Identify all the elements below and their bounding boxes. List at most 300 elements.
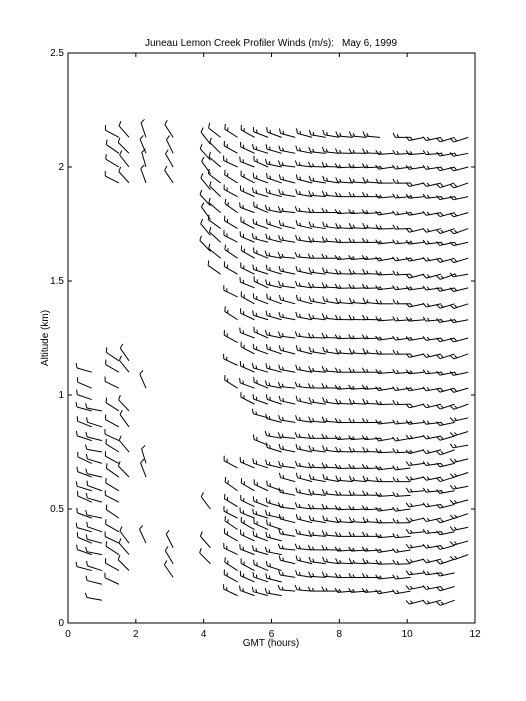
barb-flag	[240, 585, 241, 590]
barb-flag	[270, 147, 271, 150]
barb-flag	[119, 356, 121, 361]
wind-barb	[106, 415, 119, 427]
barb-flag	[410, 387, 412, 390]
wind-barb	[393, 179, 411, 183]
barb-flag	[266, 144, 267, 149]
wind-barb	[120, 410, 129, 427]
barb-flag	[427, 601, 429, 604]
barb-flag	[267, 481, 268, 486]
barb-flag	[349, 348, 351, 353]
barb-flag	[410, 183, 412, 186]
barb-flag	[266, 265, 267, 270]
barb-flag	[119, 538, 121, 543]
barb-flag	[349, 476, 351, 481]
barb-flag	[267, 294, 268, 299]
barb-staff	[240, 162, 254, 167]
wind-barbs	[76, 119, 468, 605]
barb-staff	[241, 347, 254, 354]
barb-flag	[423, 529, 426, 533]
barb-staff	[225, 204, 238, 213]
barb-flag	[266, 219, 267, 224]
wind-barb	[105, 171, 119, 183]
wind-barb	[279, 312, 295, 320]
barb-staff	[395, 229, 410, 230]
barb-flag	[141, 459, 144, 463]
barb-flag	[296, 345, 297, 350]
wind-barb	[278, 160, 295, 167]
y-tick-label: 2	[58, 162, 64, 173]
barb-flag	[200, 532, 202, 537]
barb-flag	[454, 213, 456, 216]
barb-flag	[441, 259, 443, 262]
barb-flag	[427, 586, 429, 589]
barb-flag	[349, 447, 351, 452]
barb-flag	[427, 489, 429, 492]
barb-flag	[256, 146, 257, 149]
barb-flag	[441, 276, 444, 278]
barb-flag	[406, 559, 409, 563]
barb-staff	[338, 302, 353, 303]
barb-staff	[210, 143, 221, 154]
chart-title: Juneau Lemon Creek Profiler Winds (m/s):	[145, 38, 334, 49]
barb-staff	[241, 296, 254, 303]
barb-staff	[119, 172, 129, 183]
barb-flag	[309, 237, 311, 242]
barb-staff	[77, 368, 92, 372]
barb-flag	[296, 444, 297, 449]
wind-barb	[118, 138, 129, 154]
barb-flag	[410, 229, 412, 232]
barb-flag	[309, 347, 311, 352]
barb-staff	[118, 560, 129, 571]
wind-barb	[279, 174, 295, 183]
barb-staff	[311, 152, 326, 154]
barb-flag	[119, 436, 121, 441]
barb-staff	[77, 486, 92, 490]
wind-barb	[406, 317, 424, 321]
barb-flag	[210, 181, 211, 186]
barb-flag	[279, 488, 280, 493]
wind-barb	[241, 171, 254, 183]
barb-flag	[423, 317, 426, 321]
wind-barb	[141, 165, 146, 183]
wind-barb	[406, 461, 424, 465]
barb-staff	[280, 575, 295, 577]
barb-flag	[427, 503, 429, 506]
barb-flag	[266, 363, 267, 368]
barb-flag	[423, 183, 426, 187]
y-tick-label: 0	[58, 618, 64, 629]
barb-flag	[363, 315, 365, 319]
wind-barb	[376, 240, 394, 244]
barb-flag	[300, 475, 301, 478]
barb-staff	[311, 301, 326, 304]
barb-flag	[266, 188, 267, 193]
wind-barb	[105, 532, 119, 544]
barb-flag	[323, 474, 324, 479]
barb-flag	[393, 240, 396, 244]
barb-flag	[427, 304, 429, 307]
barb-flag	[406, 503, 409, 507]
barb-staff	[224, 533, 237, 541]
barb-staff	[240, 236, 254, 242]
barb-flag	[295, 252, 297, 257]
barb-flag	[119, 167, 121, 172]
barb-flag	[270, 397, 271, 400]
barb-flag	[437, 587, 440, 591]
barb-flag	[393, 575, 396, 579]
x-tick-label: 2	[133, 629, 139, 640]
wind-barb	[141, 119, 146, 137]
wind-barb	[376, 194, 394, 198]
wind-barb	[450, 541, 468, 545]
wind-barb	[105, 429, 119, 440]
barb-staff	[141, 169, 146, 183]
barb-flag	[349, 315, 351, 319]
barb-staff	[311, 318, 326, 320]
barb-staff	[280, 350, 295, 354]
barb-staff	[200, 553, 211, 564]
barb-flag	[427, 166, 429, 169]
x-axis	[65, 53, 481, 640]
barb-staff	[106, 159, 119, 167]
barb-staff	[311, 535, 326, 536]
barb-flag	[266, 311, 267, 316]
wind-barb	[224, 285, 238, 297]
barb-staff	[254, 577, 268, 582]
barb-flag	[295, 461, 297, 466]
barb-flag	[269, 190, 270, 193]
plot-area-frame	[68, 53, 475, 623]
barb-flag	[441, 463, 443, 466]
barb-flag	[296, 514, 297, 519]
barb-flag	[253, 265, 254, 270]
barb-flag	[322, 572, 324, 577]
barb-flag	[265, 251, 266, 256]
barb-flag	[450, 355, 454, 358]
barb-flag	[118, 555, 120, 560]
barb-flag	[106, 140, 107, 145]
barb-flag	[309, 313, 311, 318]
barb-flag	[201, 128, 203, 133]
barb-staff	[267, 349, 281, 354]
barb-flag	[225, 124, 226, 129]
barb-staff	[311, 520, 326, 522]
barb-flag	[393, 299, 395, 303]
barb-staff	[311, 352, 326, 354]
barb-flag	[423, 150, 426, 154]
wind-barb	[225, 375, 238, 388]
barb-flag	[295, 331, 297, 336]
wind-barb	[120, 150, 129, 167]
barb-staff	[201, 178, 211, 190]
barb-flag	[300, 297, 301, 300]
barb-staff	[77, 528, 92, 532]
barb-flag	[278, 585, 280, 590]
barb-flag	[406, 461, 409, 465]
barb-flag	[253, 144, 254, 149]
barb-flag	[295, 281, 297, 286]
barb-flag	[450, 305, 454, 309]
barb-flag	[322, 463, 324, 468]
barb-flag	[363, 177, 365, 182]
barb-flag	[256, 267, 257, 270]
wind-barb	[450, 417, 468, 421]
barb-flag	[265, 205, 266, 210]
barb-staff	[200, 195, 210, 206]
y-tick-label: 1.5	[50, 276, 64, 287]
barb-flag	[441, 242, 443, 245]
barb-flag	[279, 220, 280, 225]
barb-flag	[441, 167, 443, 170]
barb-flag	[427, 354, 429, 357]
wind-barb	[224, 354, 238, 365]
barb-flag	[266, 532, 267, 537]
wind-barb	[240, 277, 255, 288]
wind-barb	[225, 494, 238, 507]
barb-flag	[309, 147, 311, 152]
barb-flag	[380, 195, 382, 198]
barb-flag	[279, 189, 280, 194]
barb-staff	[105, 434, 119, 440]
barb-staff	[208, 265, 221, 274]
barb-flag	[427, 229, 429, 232]
barb-staff	[254, 463, 269, 468]
barb-staff	[311, 450, 326, 452]
barb-flag	[253, 394, 254, 399]
barb-staff	[106, 352, 119, 361]
barb-flag	[77, 545, 78, 550]
wind-barb	[265, 547, 281, 555]
barb-staff	[141, 463, 146, 477]
barb-staff	[106, 510, 119, 519]
barb-flag	[410, 559, 412, 562]
barb-flag	[87, 522, 88, 527]
barb-flag	[339, 548, 341, 551]
barb-flag	[363, 298, 365, 303]
barb-flag	[308, 504, 310, 509]
barb-flag	[363, 491, 365, 495]
barb-flag	[296, 129, 297, 134]
wind-barb	[450, 459, 468, 463]
barb-flag	[423, 194, 426, 198]
barb-flag	[393, 133, 395, 137]
wind-barb	[278, 206, 295, 212]
barb-staff	[241, 397, 255, 404]
barb-flag	[86, 547, 87, 552]
wind-barb	[253, 344, 268, 354]
barb-flag	[423, 257, 426, 261]
barb-flag	[450, 541, 453, 545]
wind-barb	[406, 571, 424, 575]
barb-staff	[267, 578, 282, 582]
barb-flag	[295, 544, 297, 549]
wind-barb	[393, 350, 411, 354]
barb-staff	[77, 436, 92, 441]
wind-barb	[279, 235, 296, 242]
barb-flag	[335, 149, 337, 153]
barb-flag	[322, 147, 324, 152]
barb-flag	[322, 434, 324, 438]
wind-barb	[165, 166, 174, 183]
barb-staff	[311, 181, 326, 183]
wind-barb	[77, 508, 92, 518]
barb-flag	[423, 137, 426, 141]
wind-barb	[225, 199, 238, 213]
barb-flag	[437, 230, 441, 233]
barb-flag	[441, 546, 443, 549]
barb-staff	[241, 576, 255, 582]
barb-flag	[279, 266, 280, 271]
barb-flag	[309, 222, 311, 227]
barb-flag	[437, 138, 440, 142]
barb-staff	[280, 271, 295, 274]
barb-flag	[266, 573, 267, 578]
barb-flag	[253, 344, 254, 349]
barb-staff	[280, 240, 295, 242]
barb-staff	[280, 336, 295, 338]
wind-barb	[376, 477, 394, 481]
barb-flag	[336, 177, 338, 182]
barb-flag	[323, 347, 325, 352]
barb-flag	[410, 503, 412, 506]
wind-barb	[279, 514, 295, 523]
barb-staff	[280, 150, 295, 153]
barb-staff	[297, 478, 312, 482]
barb-flag	[441, 490, 443, 493]
barb-flag	[141, 165, 144, 169]
barb-staff	[241, 366, 255, 372]
barb-staff	[105, 130, 118, 137]
wind-barb	[278, 252, 295, 258]
wind-barb	[241, 517, 254, 529]
wind-barb	[376, 150, 394, 154]
barb-flag	[427, 287, 429, 290]
barb-flag	[454, 459, 456, 462]
wind-barb	[376, 575, 394, 579]
barb-flag	[266, 280, 267, 285]
x-tick-label: 6	[268, 629, 275, 640]
barb-flag	[266, 460, 267, 465]
barb-staff	[267, 299, 281, 304]
barb-flag	[423, 559, 426, 563]
barb-staff	[106, 145, 119, 154]
barb-staff	[224, 189, 237, 196]
wind-barb	[201, 492, 210, 509]
barb-staff	[106, 563, 119, 570]
barb-flag	[295, 432, 297, 437]
barb-staff	[105, 578, 119, 584]
barb-staff	[280, 225, 295, 228]
wind-barb	[241, 495, 255, 507]
barb-staff	[311, 287, 326, 288]
barb-staff	[224, 461, 237, 468]
barb-flag	[322, 417, 324, 422]
barb-staff	[311, 371, 326, 372]
barb-staff	[224, 575, 237, 582]
barb-flag	[423, 585, 426, 589]
barb-flag	[397, 370, 399, 373]
barb-staff	[241, 176, 254, 183]
wind-barb	[393, 533, 411, 537]
barb-staff	[311, 272, 326, 274]
barb-staff	[267, 566, 282, 571]
barb-flag	[201, 492, 203, 496]
barb-staff	[166, 534, 173, 548]
barb-flag	[86, 493, 87, 498]
barb-flag	[406, 518, 409, 522]
barb-flag	[210, 138, 212, 143]
barb-flag	[427, 530, 429, 533]
barb-flag	[166, 136, 169, 140]
barb-flag	[266, 234, 267, 239]
barb-staff	[280, 449, 295, 452]
barb-flag	[441, 406, 444, 408]
barb-staff	[267, 368, 282, 372]
barb-flag	[252, 545, 253, 550]
barb-flag	[380, 493, 382, 496]
barb-flag	[140, 135, 143, 139]
barb-staff	[225, 521, 238, 530]
barb-flag	[87, 481, 88, 486]
barb-staff	[311, 508, 326, 509]
barb-flag	[140, 525, 143, 529]
wind-barb	[278, 585, 295, 591]
barb-flag	[279, 570, 281, 575]
barb-staff	[224, 161, 238, 167]
barb-flag	[308, 545, 310, 549]
barb-flag	[397, 195, 399, 198]
barb-flag	[427, 436, 429, 439]
barb-flag	[410, 421, 412, 424]
barb-flag	[393, 257, 396, 261]
barb-staff	[338, 274, 353, 275]
barb-staff	[241, 267, 255, 274]
wind-barb	[376, 492, 394, 496]
wind-barb	[200, 144, 210, 160]
barb-flag	[322, 237, 324, 242]
wind-barb	[266, 561, 281, 571]
barb-staff	[395, 495, 410, 496]
wind-barb	[450, 555, 468, 560]
barb-flag	[339, 436, 341, 439]
barb-flag	[441, 196, 443, 199]
wind-barb	[279, 461, 296, 468]
barb-staff	[338, 522, 353, 523]
barb-flag	[77, 390, 78, 395]
wind-barb	[225, 124, 238, 137]
wind-barb	[106, 463, 119, 477]
barb-flag	[283, 475, 284, 478]
barb-staff	[267, 399, 282, 404]
barb-flag	[309, 366, 311, 371]
barb-flag	[309, 516, 311, 521]
wind-barb	[240, 571, 254, 582]
barb-flag	[141, 119, 144, 123]
barb-staff	[77, 395, 91, 400]
wind-barb	[240, 328, 255, 338]
barb-staff	[267, 448, 282, 452]
barb-flag	[454, 196, 456, 199]
barb-flag	[296, 146, 297, 151]
barb-flag	[410, 212, 412, 215]
barb-staff	[224, 267, 237, 275]
barb-staff	[351, 136, 366, 137]
barb-staff	[200, 149, 210, 160]
barb-flag	[309, 474, 310, 479]
barb-flag	[322, 191, 324, 196]
wind-barb	[279, 365, 295, 372]
